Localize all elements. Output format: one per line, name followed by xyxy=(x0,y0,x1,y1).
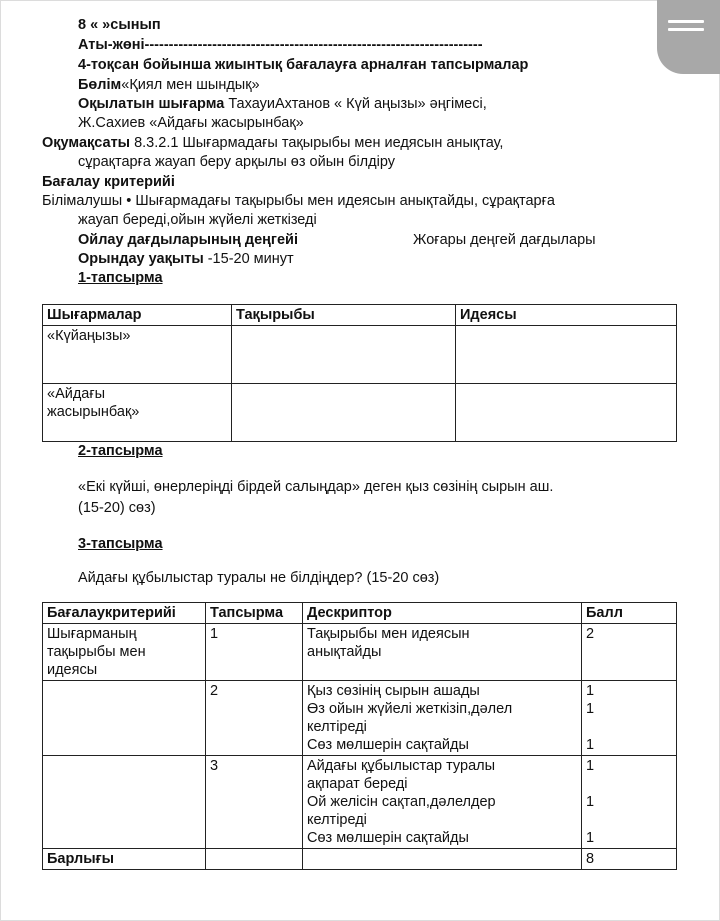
table-header: Дескриптор xyxy=(303,603,582,624)
class-label: 8 « »сынып xyxy=(78,17,161,33)
cell-line: 1 xyxy=(586,683,595,699)
table-cell: «Күйаңызы» xyxy=(43,326,232,384)
table-header: Балл xyxy=(582,603,677,624)
cell-line: идеясы xyxy=(47,662,98,678)
table-cell xyxy=(303,756,582,849)
name-label: Аты-жөні---------------------------------------------------------------------- xyxy=(78,37,483,53)
task3-title: 3-тапсырма xyxy=(78,536,163,552)
table-cell: 2 xyxy=(206,681,303,756)
table-row xyxy=(43,849,677,870)
task2-title: 2-тапсырма xyxy=(78,443,163,459)
table-cell: 3 xyxy=(206,756,303,849)
criteria-text-2: жауап береді,ойын жүйелі жеткізеді xyxy=(78,212,317,228)
table-cell xyxy=(582,681,677,756)
cell-line: Айдағы құбылыстар туралы xyxy=(307,758,496,774)
cell-line: 1 xyxy=(586,830,595,846)
cell-line: жасырынбақ» xyxy=(47,404,140,420)
cell-line xyxy=(586,811,672,829)
criteria-title: Бағалау критерийі xyxy=(42,174,175,190)
table-header: Тақырыбы xyxy=(232,305,456,326)
table-cell[interactable] xyxy=(232,326,456,384)
task3-text: Айдағы құбылыстар туралы не білдіңдер? (15-20 сөз) xyxy=(78,570,440,586)
cell-line: Ой желісін сақтап,дәлелдер xyxy=(307,794,496,810)
time-line xyxy=(78,250,294,268)
thinking-key: Ойлау дағдыларының деңгейі xyxy=(78,232,298,248)
table-cell: 1 xyxy=(206,624,303,681)
table-row xyxy=(43,384,677,442)
task1-table xyxy=(42,304,677,442)
cell-line: келтіреді xyxy=(307,719,367,735)
cell-line: 1 xyxy=(586,794,595,810)
total-score: 8 xyxy=(582,849,677,870)
goal-key: Оқумақсаты xyxy=(42,135,131,151)
cell-line xyxy=(586,718,672,736)
table-cell[interactable] xyxy=(456,384,677,442)
cell-line: Сөз мөлшерін сақтайды xyxy=(307,830,469,846)
quarter-title: 4-тоқсан бойынша жиынтық бағалауға арналған тапсырмалар xyxy=(78,57,529,73)
cell-line: анықтайды xyxy=(307,644,382,660)
cell-line: Қыз сөзінің сырын ашады xyxy=(307,683,480,699)
total-label: Барлығы xyxy=(43,849,206,870)
table-header: Тапсырма xyxy=(206,603,303,624)
cell-line: 1 xyxy=(586,737,595,753)
table-cell: 2 xyxy=(582,624,677,681)
table-header-row xyxy=(43,603,677,624)
table-cell xyxy=(303,849,582,870)
task2-text-2: (15-20) сөз) xyxy=(78,500,156,516)
goal-value: 8.3.2.1 Шығармадағы тақырыбы мен иедясын анықтау, xyxy=(130,135,504,151)
cell-line: келтіреді xyxy=(307,812,367,828)
table-cell xyxy=(582,756,677,849)
table-cell[interactable] xyxy=(232,384,456,442)
cell-line: 1 xyxy=(586,701,595,717)
table-cell xyxy=(303,624,582,681)
table-row xyxy=(43,326,677,384)
reading-key: Оқылатын шығарма xyxy=(78,96,225,112)
table-header: Шығармалар xyxy=(43,305,232,326)
reading-value: ТахауиАхтанов « Күй аңызы» әңгімесі, xyxy=(224,96,487,112)
goal-line xyxy=(42,134,503,152)
goal-line-2: сұрақтарға жауап беру арқылы өз ойын білдіру xyxy=(78,154,395,170)
table-cell xyxy=(43,681,206,756)
menu-icon[interactable] xyxy=(657,0,720,74)
table-row xyxy=(43,624,677,681)
cell-line: Тақырыбы мен идеясын xyxy=(307,626,470,642)
table-row xyxy=(43,681,677,756)
table-cell xyxy=(303,681,582,756)
table-cell xyxy=(43,756,206,849)
cell-line: 1 xyxy=(586,758,595,774)
criteria-text: Білімалушы • Шығармадағы тақырыбы мен идеясын анықтайды, сұрақтарға xyxy=(42,193,555,209)
table-cell[interactable] xyxy=(456,326,677,384)
table-cell xyxy=(43,384,232,442)
table-header: Идеясы xyxy=(456,305,677,326)
section-key: Бөлім xyxy=(78,77,122,93)
reading-line xyxy=(78,95,487,113)
cell-line: Сөз мөлшерін сақтайды xyxy=(307,737,469,753)
cell-line: Шығарманың xyxy=(47,626,137,642)
reading-line-2: Ж.Сахиев «Айдағы жасырынбақ» xyxy=(78,115,304,131)
table-cell xyxy=(206,849,303,870)
task1-title: 1-тапсырма xyxy=(78,270,163,286)
thinking-value: Жоғары деңгей дағдылары xyxy=(413,232,596,248)
cell-line: ақпарат береді xyxy=(307,776,408,792)
table-cell xyxy=(43,624,206,681)
task2-text: «Екі күйші, өнерлеріңді бірдей салыңдар» деген қыз сөзінің сырын аш. xyxy=(78,479,554,495)
time-key: Орындау уақыты xyxy=(78,251,204,267)
time-value: -15-20 минут xyxy=(203,251,294,267)
section-line xyxy=(78,76,260,94)
table-header: Бағалаукритерийі xyxy=(43,603,206,624)
section-value: «Қиял мен шындық» xyxy=(121,77,260,93)
cell-line xyxy=(586,775,672,793)
table-row xyxy=(43,756,677,849)
cell-line: Өз ойын жүйелі жеткізіп,дәлел xyxy=(307,701,513,717)
table-header-row xyxy=(43,305,677,326)
cell-line: «Айдағы xyxy=(47,386,106,402)
cell-line: тақырыбы мен xyxy=(47,644,146,660)
rubric-table xyxy=(42,602,677,870)
